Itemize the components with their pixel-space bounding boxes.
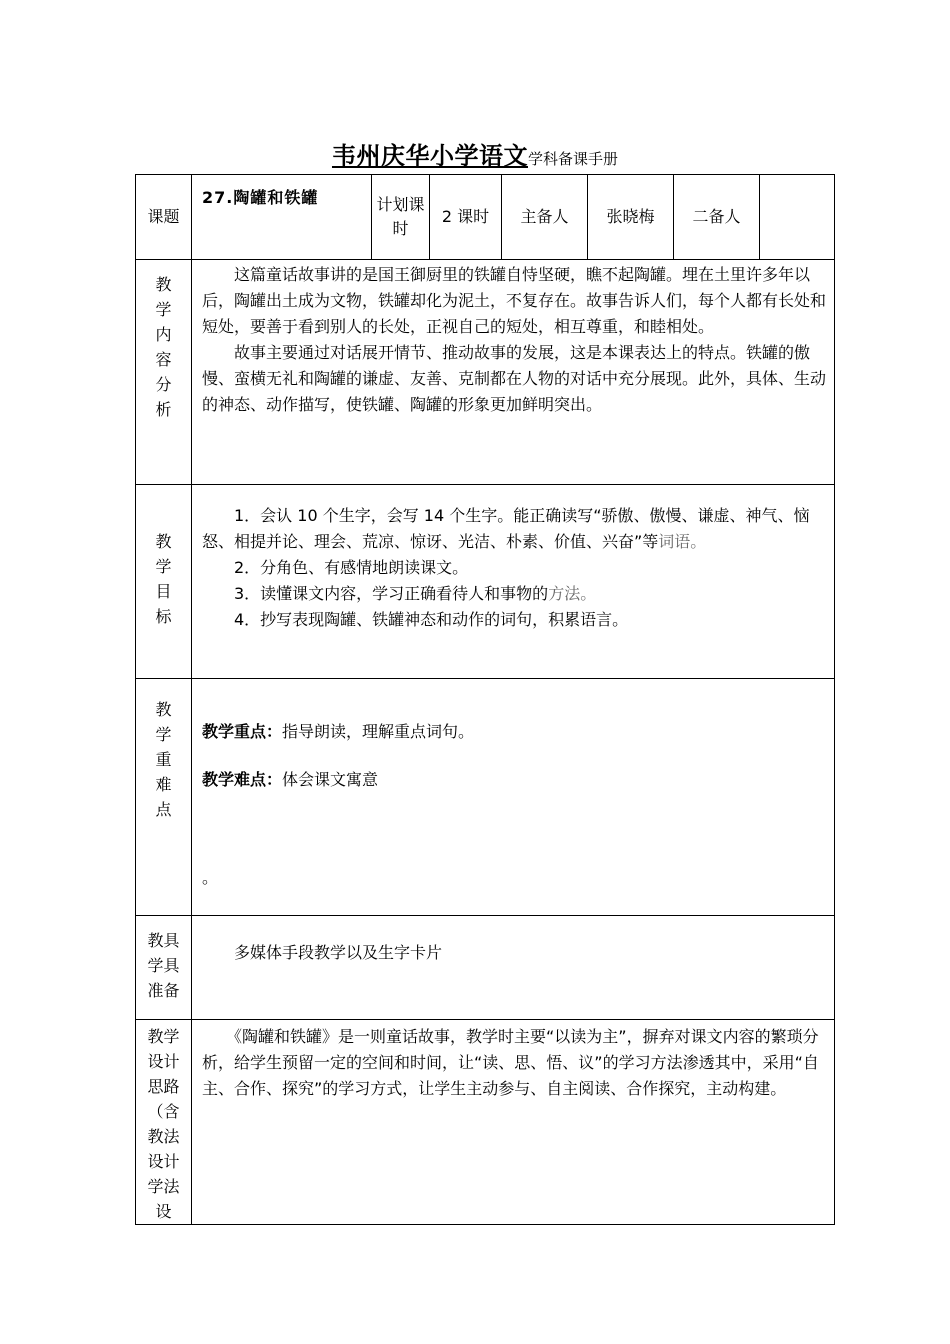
design-row xyxy=(136,1020,835,1225)
goal-3 xyxy=(202,581,828,607)
difficult-point-label: 教学难点： xyxy=(202,770,283,789)
goal-1-tail: 词语。 xyxy=(658,532,707,551)
analysis-content xyxy=(192,260,835,485)
tools-label: 教具学具准备 xyxy=(147,931,180,1000)
title-school: 韦州庆华小学语文 xyxy=(331,142,528,170)
plan-value: 2 课时 xyxy=(430,175,502,260)
goal-3-tail: 方法。 xyxy=(548,584,597,603)
key-point-text: 指导朗读，理解重点词句。 xyxy=(282,722,475,741)
goal-3-text: 3．读懂课文内容，学习正确看待人和事物的 xyxy=(234,584,549,603)
focus-label: 教学重难点 xyxy=(155,700,172,819)
goals-row xyxy=(136,485,835,679)
goals-label: 教学目标 xyxy=(155,532,172,626)
analysis-label: 教学内容分析 xyxy=(155,275,172,419)
analysis-row xyxy=(136,260,835,485)
difficult-point-text: 体会课文寓意 xyxy=(282,770,379,789)
goal-1 xyxy=(202,503,828,555)
tools-row xyxy=(136,916,835,1020)
trailing-mark: 。 xyxy=(202,868,219,887)
info-row xyxy=(136,175,835,260)
lead-label: 主备人 xyxy=(502,175,588,260)
tools-label-cell xyxy=(136,916,192,1020)
goals-label-cell xyxy=(136,485,192,679)
focus-content xyxy=(192,679,835,916)
second-label: 二备人 xyxy=(674,175,760,260)
design-label: 教学设计思路（含教法设计学法设 xyxy=(147,1027,180,1221)
difficult-point xyxy=(202,767,828,793)
tools-content xyxy=(192,916,835,1020)
title-subtitle: 学科备课手册 xyxy=(527,150,618,168)
focus-label-cell xyxy=(136,679,192,916)
second-name xyxy=(760,175,835,260)
page-title xyxy=(0,136,950,171)
lesson-plan-table xyxy=(135,174,835,1225)
topic-label: 课题 xyxy=(136,175,192,260)
design-content xyxy=(192,1020,835,1225)
goal-4: 4．抄写表现陶罐、铁罐神态和动作的词句，积累语言。 xyxy=(234,610,629,629)
goal-1-text: 1．会认 10 个生字，会写 14 个生字。能正确读写“骄傲、傲慢、谦虚、神气、恼怒、相提并论、理会、荒凉、惊讶、光洁、朴素、价值、兴奋”等 xyxy=(202,506,810,551)
lead-name: 张晓梅 xyxy=(588,175,674,260)
plan-label: 计划课时 xyxy=(372,175,430,260)
goals-content xyxy=(192,485,835,679)
analysis-paragraph-2: 故事主要通过对话展开情节、推动故事的发展，这是本课表达上的特点。铁罐的傲慢、蛮横无礼和陶罐的谦虚、友善、克制都在人物的对话中充分展现。此外，具体、生动的神态、动作描写，使铁罐、陶罐的形象更加鲜明突出。 xyxy=(202,343,827,414)
goal-2: 2．分角色、有感情地朗读课文。 xyxy=(234,558,469,577)
key-point-label: 教学重点： xyxy=(202,722,283,741)
design-label-cell xyxy=(136,1020,192,1225)
analysis-label-cell xyxy=(136,260,192,485)
key-point xyxy=(202,719,828,745)
tools-text: 多媒体手段教学以及生字卡片 xyxy=(234,943,443,962)
lesson-title: 27.陶罐和铁罐 xyxy=(192,175,372,260)
analysis-paragraph-1: 这篇童话故事讲的是国王御厨里的铁罐自恃坚硬，瞧不起陶罐。埋在土里许多年以后，陶罐出土成为文物，铁罐却化为泥土，不复存在。故事告诉人们，每个人都有长处和短处，要善于看到别人的长处，正视自己的短处，相互尊重，和睦相处。 xyxy=(202,265,827,336)
focus-row xyxy=(136,679,835,916)
design-text: 《陶罐和铁罐》是一则童话故事，教学时主要“以读为主”，摒弃对课文内容的繁琐分析，给学生预留一定的空间和时间，让“读、思、悟、议”的学习方法渗透其中，采用“自主、合作、探究”的学习方式，让学生主动参与、自主阅读、合作探究，主动构建。 xyxy=(202,1027,819,1098)
